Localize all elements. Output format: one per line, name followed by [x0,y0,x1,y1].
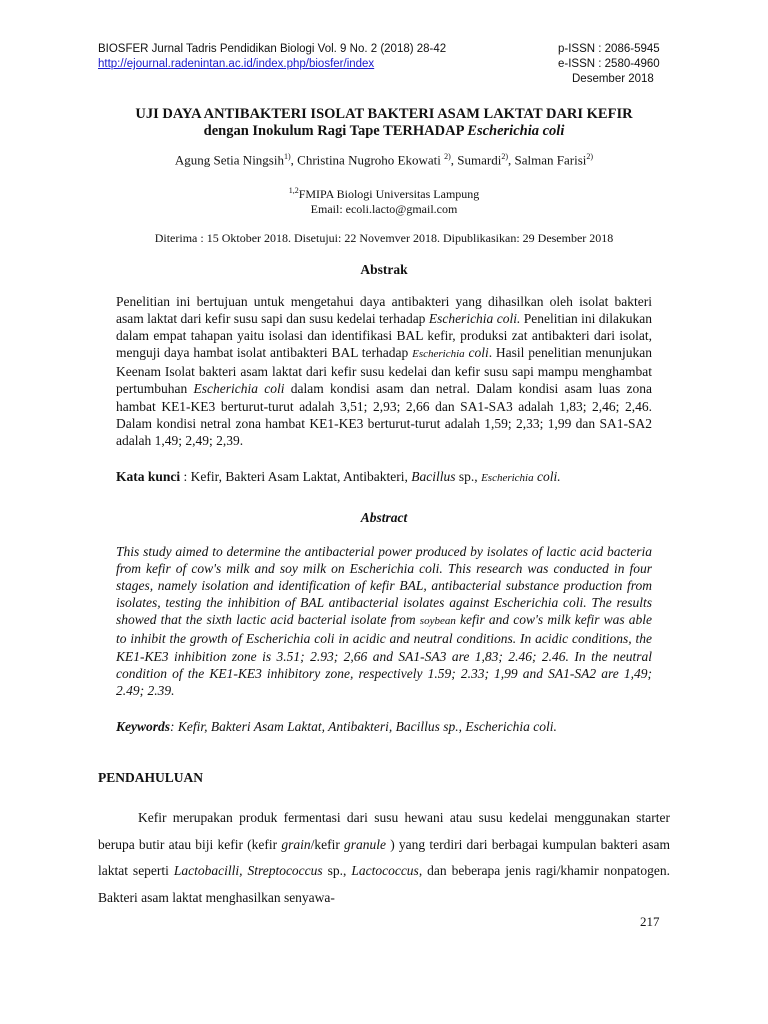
journal-url-link[interactable]: http://ejournal.radenintan.ac.id/index.php/biosfer/index [98,58,375,70]
introduction-body: Kefir merupakan produk fermentasi dari susu hewani atau susu kedelai menggunakan starter berupa butir atau biji kefir (kefir grain/kefir granule ) yang terdiri dari berbagai kumpulan bakteri asam laktat seperti Lactobacilli, Streptococcus sp., Lactococcus, dan beberapa jenis ragi/khamir nonpatogen. Bakteri asam laktat menghasilkan senyawa- [98,810,670,905]
abstract-heading: Abstract [360,510,408,525]
abstrak-body: Penelitian ini bertujuan untuk mengetahui daya antibakteri yang dihasilkan oleh isolat bakteri asam laktat dari kefir susu sapi dan susu kedelai terhadap Escherichia coli. Penelitian ini dilakukan dalam empat tahapan yaitu isolasi dan identifikasi BAL kefir, produksi zat antibakteri dari isolat, menguji daya hambat isolat antibakteri BAL terhadap Escherichia coli. Hasil penelitian menunjukan Keenam Isolat bakteri asam laktat dari kefir susu kedelai dan kefir susu sapi mampu menghambat pertumbuhan Escherichia coli dalam kondisi asam dan netral. Dalam kondisi asam luas zona hambat KE1-KE3 berturut-turut adalah 3,51; 2,93; 2,66 dan SA1-SA3 adalah 1,83; 2,46; 2,46. Dalam kondisi netral zona hambat KE1-KE3 berturut-turut adalah 1,59; 2,33; 1,99 dan SA1-SA2 adalah 1,49; 2,49; 2,39. [116,294,652,448]
kata-kunci: Kata kunci : Kefir, Bakteri Asam Laktat, Antibakteri, Bacillus sp., Escherichia coli. [116,469,561,484]
title-line-1: UJI DAYA ANTIBAKTERI ISOLAT BAKTERI ASAM LAKTAT DARI KEFIR [135,106,633,122]
running-header [98,42,670,87]
print-issn: p-ISSN : 2086-5945 [558,43,660,55]
publication-dates: Diterima : 15 Oktober 2018. Disetujui: 22 Novemver 2018. Dipublikasikan: 29 Desember 2018 [154,231,614,245]
contact-email: Email: ecoli.lacto@gmail.com [310,202,458,216]
issue-date: Desember 2018 [572,73,654,85]
author: Christina Nugroho Ekowati [297,152,445,168]
abstract-body: This study aimed to determine the antibacterial power produced by isolates of lactic acid bacteria from kefir of cow's milk and soy milk on Escherichia coli. This research was conducted in four stages, namely isolation and identification of kefir BAL, antibacterial substance production from isolates, testing the inhibition of BAL antibacterial isolates against Escherichia coli. The results showed that the sixth lactic acid bacterial isolate from soybean kefir and cow's milk kefir was able to inhibit the growth of Escherichia coli in acidic and neutral conditions. In acidic conditions, the KE1-KE3 inhibition zone is 3.51; 2.93; 2,66 and SA1-SA3 are 1,83; 2.46; 2.46. In the neutral condition of the KE1-KE3 inhibitory zone, respectively 1.59; 2.33; 1,99 and SA1-SA2 are 1,49; 2.49; 2.39. [116,544,652,698]
electronic-issn: e-ISSN : 2580-4960 [558,58,660,70]
affiliation: $^{1,2}$FMIPA Biologi Universitas Lampung Email: ecoli.lacto@gmail.com [98,183,670,217]
author: Salman Farisi [514,152,587,168]
title-line-2: dengan Inokulum Ragi Tape TERHADAP Escherichia coli [203,123,565,139]
keywords: Keywords: Kefir, Bakteri Asam Laktat, Antibakteri, Bacillus sp., Escherichia coli. [116,719,557,734]
article-title [98,106,670,140]
page-number: 217 [640,914,660,929]
journal-citation: BIOSFER Jurnal Tadris Pendidikan Biologi Vol. 9 No. 2 (2018) 28-42 [98,43,447,55]
author: Agung Setia Ningsih [174,152,284,168]
institution: FMIPA Biologi Universitas Lampung [298,187,480,201]
abstrak-heading: Abstrak [360,262,408,277]
author-list: Agung Setia Ningsih$^{1)}$, Christina Nugroho Ekowati $^{2)}$, Sumardi$^{2)}$, Salman Farisi$^{2)}$ [174,152,594,168]
author: Sumardi [457,152,502,168]
section-heading: PENDAHULUAN [98,770,204,785]
